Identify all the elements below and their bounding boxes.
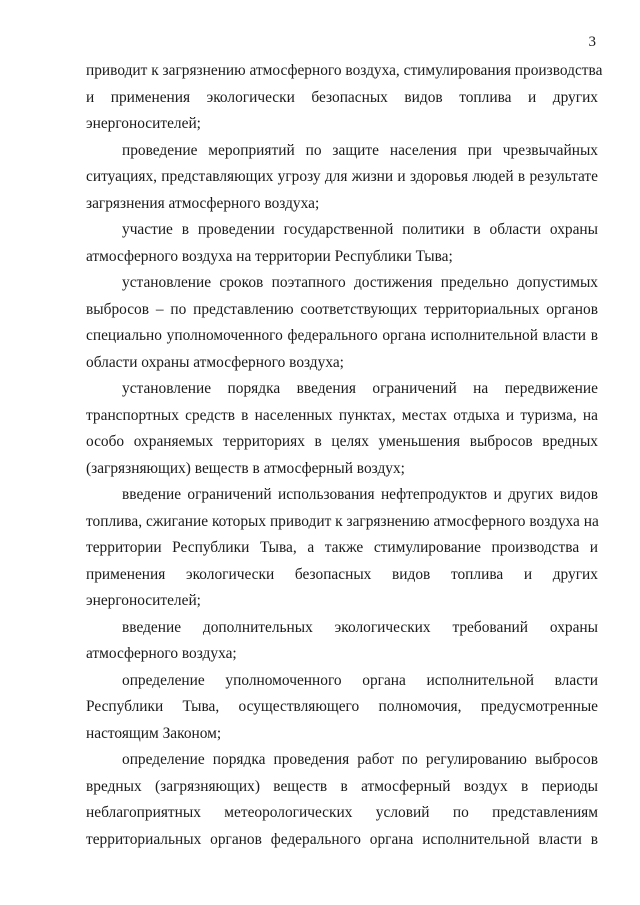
paragraph	[86, 376, 598, 482]
text-line: применения экологически безопасных видов топлива и других	[86, 565, 598, 583]
paragraph	[86, 747, 598, 853]
text-line: определение порядка проведения работ по регулированию выбросов	[122, 751, 598, 768]
text-line: энергоносителей;	[86, 592, 201, 609]
paragraph	[86, 615, 598, 668]
text-line: и применения экологически безопасных видов топлива и других	[86, 88, 598, 106]
text-line: территориальных органов федерального органа исполнительной власти в	[86, 830, 598, 848]
paragraph	[86, 270, 598, 376]
text-line: приводит к загрязнению атмосферного воздуха, стимулирования производства	[86, 62, 603, 79]
text-line: специально уполномоченного федерального органа исполнительной власти в	[86, 327, 598, 344]
text-line: особо охраняемых территориях в целях уменьшения выбросов вредных	[86, 433, 598, 450]
text-line: проведение мероприятий по защите населения при чрезвычайных	[122, 141, 598, 159]
text-line: области охраны атмосферного воздуха;	[86, 353, 344, 371]
text-line: участие в проведении государственной политики в области охраны	[122, 221, 598, 238]
page-number: 3	[588, 34, 596, 50]
text-line: транспортных средств в населенных пунктах, местах отдыха и туризма, на	[86, 406, 598, 424]
text-line: установление порядка введения ограничений на передвижение	[122, 380, 598, 397]
text-line: ситуациях, представляющих угрозу для жизни и здоровья людей в результате	[86, 168, 598, 185]
text-line: выбросов – по представлению соответствующих территориальных органов	[86, 300, 598, 318]
text-line: энергоносителей;	[86, 115, 201, 132]
text-line: топлива, сжигание которых приводит к загрязнению атмосферного воздуха на	[86, 512, 599, 530]
paragraph	[86, 138, 598, 218]
paragraph	[86, 668, 598, 748]
text-line: определение уполномоченного органа исполнительной власти	[122, 671, 598, 689]
document-body	[86, 58, 603, 853]
text-line: вредных (загрязняющих) веществ в атмосферный воздух в периоды	[86, 777, 598, 795]
text-line: атмосферного воздуха на территории Республики Тыва;	[86, 247, 453, 265]
text-line: неблагоприятных метеорологических условий по представлениям	[86, 804, 598, 821]
paragraph	[86, 482, 598, 615]
text-line: установление сроков поэтапного достижения предельно допустимых	[122, 274, 598, 291]
paragraph	[86, 217, 598, 270]
text-line: загрязнения атмосферного воздуха;	[86, 194, 320, 212]
text-line: Республики Тыва, осуществляющего полномочия, предусмотренные	[86, 698, 598, 715]
text-line: территории Республики Тыва, а также стимулирование производства и	[86, 539, 598, 556]
paragraph	[86, 58, 603, 138]
text-line: введение дополнительных экологических требований охраны	[122, 618, 598, 636]
text-line: настоящим Законом;	[86, 724, 222, 742]
text-line: (загрязняющих) веществ в атмосферный воздух;	[86, 459, 405, 477]
text-line: введение ограничений использования нефтепродуктов и других видов	[122, 486, 598, 503]
text-line: атмосферного воздуха;	[86, 645, 237, 662]
